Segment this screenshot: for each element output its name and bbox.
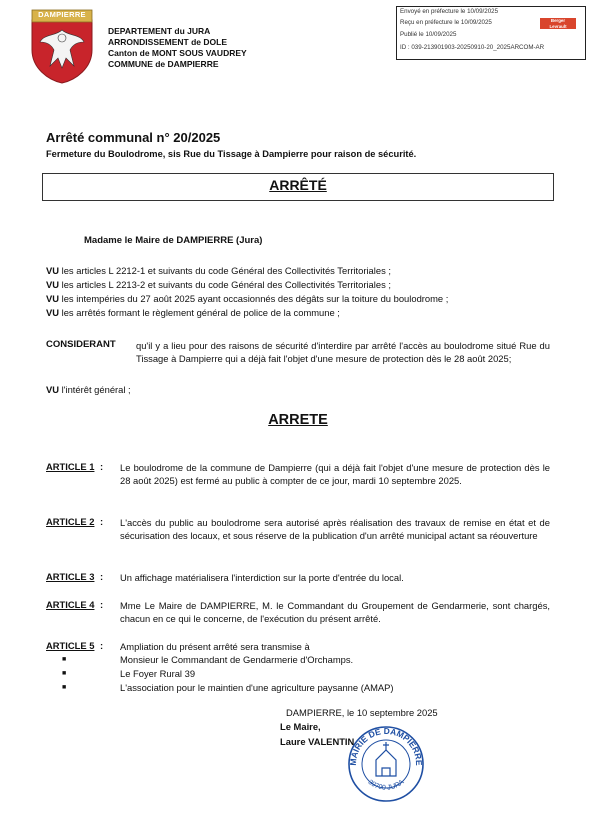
- vu-keyword: VU: [46, 384, 60, 395]
- article-4-label: ARTICLE 4: [46, 599, 95, 610]
- vu-keyword: VU: [46, 293, 60, 304]
- vu-text: les articles L 2213-2 et suivants du code Général des Collectivités Territoriales ;: [61, 279, 391, 290]
- article-2-text: L'accès du public au boulodrome sera autorisé après réalisation des travaux de remise en état et de sécurisation des locaux, et sous réserve de la publication d'un arrêté municipal actant sa réouverture: [120, 517, 550, 541]
- header-arrondissement: ARRONDISSEMENT de DOLE: [108, 37, 228, 47]
- vu-text: les intempéries du 27 août 2025 ayant occasionnés des dégâts sur la toiture du boulodrome ;: [61, 293, 449, 304]
- article-colon: :: [100, 640, 104, 651]
- arrete-number: Arrêté communal n° 20/2025: [46, 130, 221, 145]
- stamp-id: ID : 039-213901903-20250910-20_2025ARCOM-AR: [400, 44, 545, 51]
- article-colon: :: [100, 461, 104, 472]
- bullet-icon: ■: [62, 670, 67, 677]
- arrete-heading-2: ARRETE: [268, 412, 328, 428]
- vu-final-line: [46, 384, 131, 395]
- signature-name: Laure VALENTIN: [280, 736, 355, 747]
- berger-levrault-logo: [540, 18, 576, 29]
- article-3-text: Un affichage matérialisera l'interdiction sur la porte d'entrée du local.: [120, 572, 404, 583]
- arrete-heading: ARRÊTÉ: [269, 177, 327, 193]
- mairie-seal-stamp: [346, 724, 426, 804]
- bullet-icon: ■: [62, 656, 67, 663]
- article-2-label: ARTICLE 2: [46, 516, 95, 527]
- recipient-1: Monsieur le Commandant de Gendarmerie d'Orchamps.: [120, 654, 354, 665]
- header-commune: COMMUNE de DAMPIERRE: [108, 59, 219, 69]
- logo-line-1: Berger: [550, 18, 566, 23]
- considerant-text: qu'il y a lieu pour des raisons de sécurité d'interdire par arrêté l'accès au boulodrome situé Rue du Tissage à Dampierre qui a déjà fait l'objet d'une mesure de protection dès le 28 août 2025;: [136, 340, 550, 364]
- article-colon: :: [100, 516, 104, 527]
- article-3-label: ARTICLE 3: [46, 571, 95, 582]
- svg-text:39700 JURA: [367, 779, 406, 792]
- recipient-2: Le Foyer Rural 39: [120, 668, 196, 679]
- article-1-text: Le boulodrome de la commune de Dampierre (qui a déjà fait l'objet d'une mesure de protection dès le 28 août 2025) est fermé au public à compter de ce jour, mardi 10 septembre 2025.: [120, 462, 550, 486]
- signature-role: Le Maire,: [280, 721, 321, 732]
- article-5-label: ARTICLE 5: [46, 640, 95, 651]
- recipient-3: L'association pour le maintien d'une agriculture paysanne (AMAP): [120, 682, 394, 693]
- stamp-published: Publié le 10/09/2025: [400, 31, 457, 38]
- article-1-label: ARTICLE 1: [46, 461, 95, 472]
- vu-text: les articles L 2212-1 et suivants du code Général des Collectivités Territoriales ;: [61, 265, 391, 276]
- bullet-icon: ■: [62, 684, 67, 691]
- arrete-subtitle: Fermeture du Boulodrome, sis Rue du Tissage à Dampierre pour raison de sécurité.: [46, 149, 417, 159]
- crest-text: DAMPIERRE: [38, 10, 86, 19]
- article-5-text: Ampliation du présent arrêté sera transmise à: [120, 641, 310, 652]
- vu-keyword: VU: [46, 307, 60, 318]
- vu-line-2: [46, 279, 391, 290]
- seal-bottom-text: 39700 JURA: [366, 778, 406, 792]
- vu-keyword: VU: [46, 279, 60, 290]
- vu-keyword: VU: [46, 265, 60, 276]
- signature-place-date: DAMPIERRE, le 10 septembre 2025: [286, 707, 438, 718]
- article-colon: :: [100, 599, 104, 610]
- vu-final-text: l'intérêt général ;: [61, 384, 131, 395]
- vu-text: les arrêtés formant le règlement général de police de la commune ;: [61, 307, 340, 318]
- header-canton: Canton de MONT SOUS VAUDREY: [108, 48, 247, 58]
- maire-line: Madame le Maire de DAMPIERRE (Jura): [84, 235, 263, 246]
- article-colon: :: [100, 571, 104, 582]
- vu-line-4: [46, 307, 340, 318]
- stamp-received: Reçu en préfecture le 10/09/2025: [400, 19, 492, 26]
- vu-line-1: [46, 265, 391, 276]
- header-department: DEPARTEMENT du JURA: [108, 26, 211, 36]
- seal-top-text: MAIRIE DE DAMPIERRE: [347, 725, 425, 766]
- article-4-text: Mme Le Maire de DAMPIERRE, M. le Commandant du Groupement de Gendarmerie, sont chargés, chacun en ce qui le concerne, de l'exécution du présent arrêté.: [120, 600, 550, 624]
- vu-line-3: [46, 293, 448, 304]
- stamp-sent: Envoyé en préfecture le 10/09/2025: [400, 8, 499, 15]
- logo-line-2: Levrault: [549, 23, 567, 29]
- considerant-label: CONSIDERANT: [46, 339, 116, 350]
- commune-crest-logo: [30, 8, 94, 84]
